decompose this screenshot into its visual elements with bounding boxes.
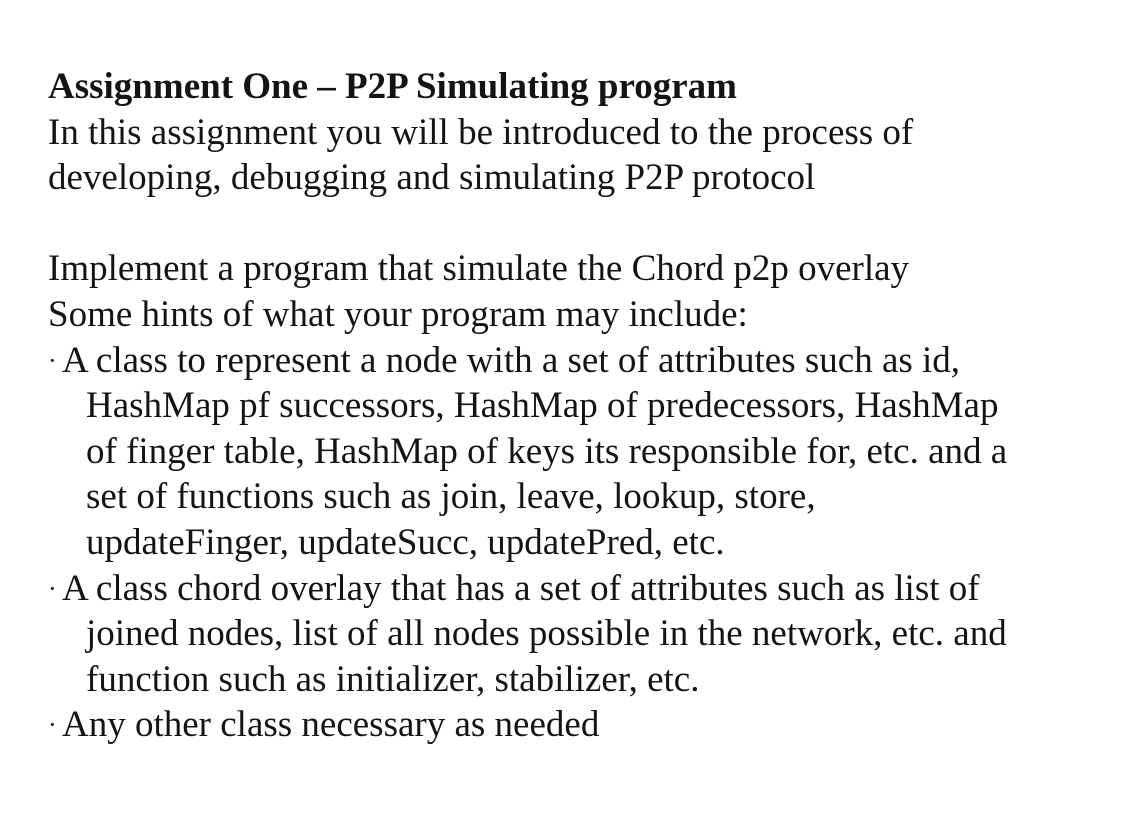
bullet-line: HashMap pf successors, HashMap of predecessors, HashMap: [86, 385, 999, 427]
bullet-item-chord-overlay-class: [48, 566, 1098, 703]
bullet-line: of finger table, HashMap of keys its responsible for, etc. and a: [86, 430, 1008, 472]
task-line-2: Some hints of what your program may include:: [48, 293, 748, 335]
bullet-marker: ·: [48, 710, 57, 740]
task-line-1: Implement a program that simulate the Chord p2p overlay: [48, 248, 910, 290]
assignment-document: [48, 64, 1098, 748]
bullet-item-node-class: [48, 338, 1098, 566]
bullet-marker: ·: [48, 573, 57, 603]
bullet-line: joined nodes, list of all nodes possible in the network, etc. and: [86, 613, 1007, 655]
intro-line-1: In this assignment you will be introduced to the process of: [48, 111, 914, 153]
bullet-item-other-classes: [48, 702, 1098, 748]
bullet-line: A class chord overlay that has a set of attributes such as list of: [62, 567, 980, 609]
bullet-line: Any other class necessary as needed: [62, 704, 600, 746]
intro-line-2: developing, debugging and simulating P2P protocol: [48, 157, 816, 199]
bullet-line: set of functions such as join, leave, lookup, store,: [86, 476, 816, 518]
bullet-line: function such as initializer, stabilizer, etc.: [86, 658, 700, 700]
bullet-line: updateFinger, updateSucc, updatePred, etc.: [86, 521, 725, 563]
paragraph-spacer: [48, 201, 1098, 247]
assignment-title: Assignment One – P2P Simulating program: [48, 66, 737, 107]
bullet-line: A class to represent a node with a set of attributes such as id,: [62, 339, 961, 381]
bullet-marker: ·: [48, 345, 57, 375]
